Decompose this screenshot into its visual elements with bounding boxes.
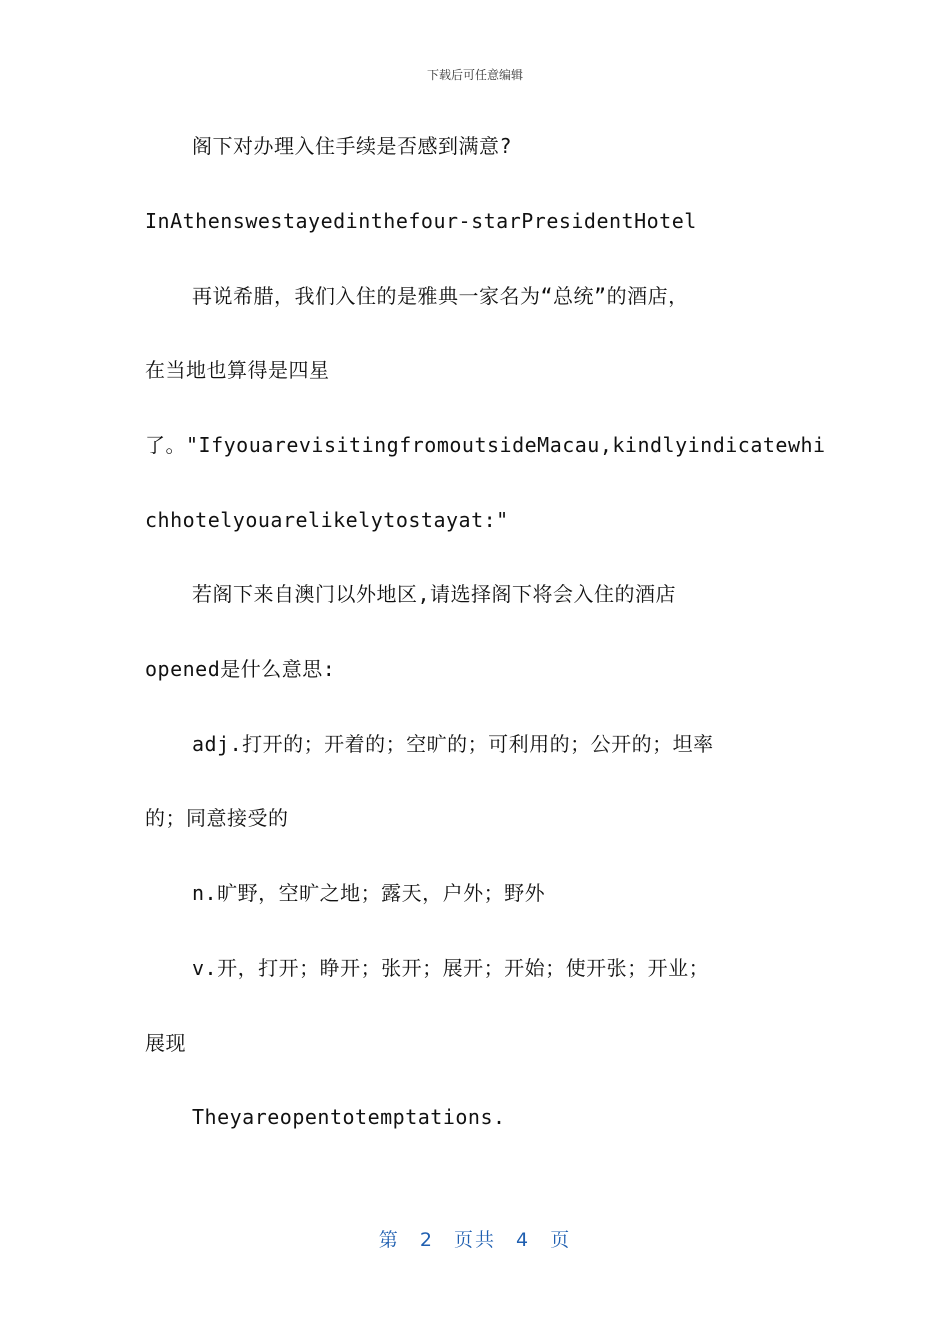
text-line: 在当地也算得是四星 [145,358,330,382]
text-line: 了。"IfyouarevisitingfromoutsideMacau,kindlyindicatewhi [145,433,826,457]
text-line: 阁下对办理入住手续是否感到满意? [192,134,513,158]
text-line: 展现 [145,1031,186,1055]
footer-total-pages: 4 [516,1229,531,1251]
footer-prefix: 第 [378,1229,400,1251]
footer-suffix: 页 [550,1229,572,1251]
text-line: opened是什么意思: [145,657,336,681]
text-line: Theyareopentotemptations. [192,1105,506,1129]
footer-page-number: 2 [419,1229,434,1251]
text-line: n.旷野，空旷之地；露天，户外；野外 [192,881,546,905]
footer-middle: 页共 [453,1229,496,1251]
text-line: 再说希腊，我们入住的是雅典一家名为“总统”的酒店， [192,284,689,308]
text-line: 的；同意接受的 [145,806,289,830]
text-line: adj.打开的；开着的；空旷的；可利用的；公开的；坦率 [192,732,714,756]
text-line: 若阁下来自澳门以外地区,请选择阁下将会入住的酒店 [192,582,677,606]
text-line: InAthenswestayedinthefour-starPresidentHotel [145,209,697,233]
page-header: 下载后可任意编辑 [426,68,523,82]
page-footer [0,1226,950,1254]
text-line: chhotelyouarelikelytostayat:" [145,508,509,532]
text-line: v.开，打开；睁开；张开；展开；开始；使开张；开业； [192,956,710,980]
